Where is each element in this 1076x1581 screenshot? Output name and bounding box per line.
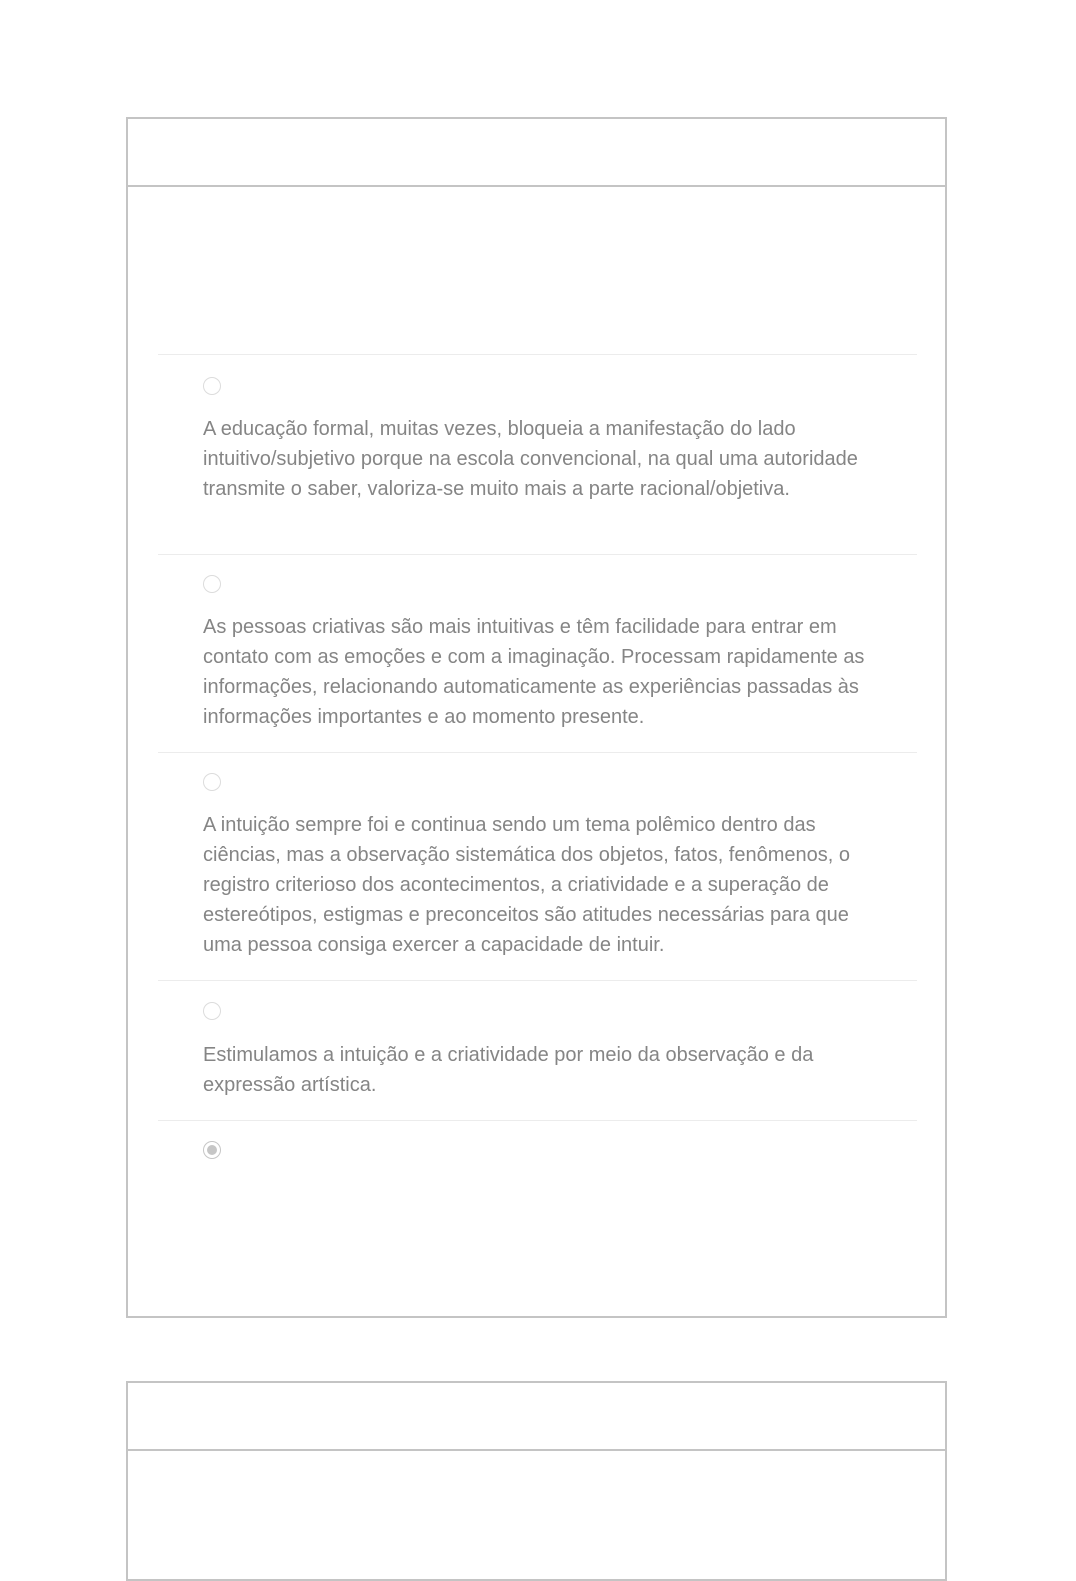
radio-button-3[interactable] [203,773,221,791]
radio-button-4[interactable] [203,1002,221,1020]
answer-option-2-text: As pessoas criativas são mais intuitivas e têm facilidade para entrar em contato com as emoções e com a imaginação. Processam rapidamente as informações, relacionando automaticamente as experiências passadas às informações importantes e ao momento presente. [203,616,865,728]
answer-option-4[interactable] [158,980,917,1120]
question-header-2 [128,1383,945,1451]
radio-button-5-selected[interactable] [203,1141,221,1159]
question-header [128,119,945,187]
question-card-2 [126,1381,947,1581]
question-card [126,117,947,1318]
answer-option-4-text: Estimulamos a intuição e a criatividade por meio da observação e da expressão artística. [203,1044,814,1096]
answer-option-3[interactable] [158,752,917,980]
radio-button-2[interactable] [203,575,221,593]
answer-option-1-text: A educação formal, muitas vezes, bloqueia a manifestação do lado intuitivo/subjetivo porque na escola convencional, na qual uma autoridade transmite o saber, valoriza-se muito mais a parte racional/objetiva. [203,418,858,500]
answer-option-5[interactable] [158,1120,917,1270]
radio-button-1[interactable] [203,377,221,395]
answer-option-1[interactable] [158,354,917,554]
answer-option-3-text: A intuição sempre foi e continua sendo um tema polêmico dentro das ciências, mas a observação sistemática dos objetos, fatos, fenômenos, o registro criterioso dos acontecimentos, a criatividade e a superação de estereótipos, estigmas e preconceitos são atitudes necessárias para que uma pessoa consiga exercer a capacidade de intuir. [203,814,851,956]
answer-option-2[interactable] [158,554,917,752]
